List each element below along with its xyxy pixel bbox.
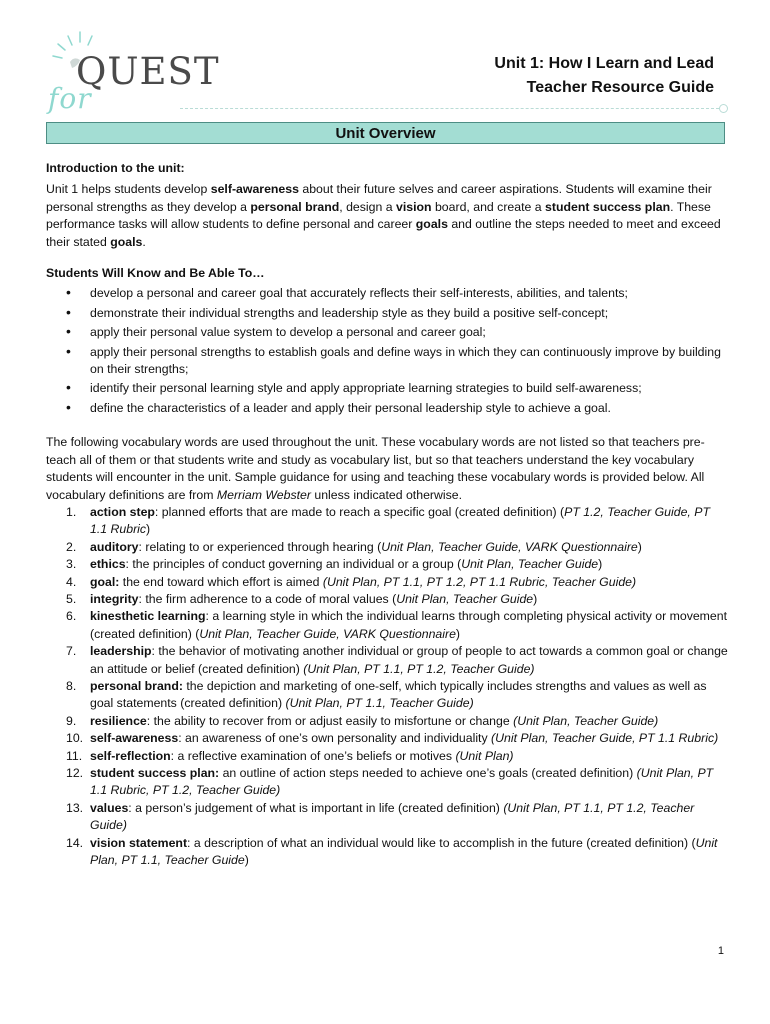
vocab-term: self-awareness <box>90 731 179 746</box>
vocab-term: values <box>90 800 129 815</box>
header-divider <box>180 108 724 109</box>
vocab-item <box>46 539 730 556</box>
vocab-intro-text: The following vocabulary words are used throughout the unit. These vocabulary words are not listed so that teachers pre-teach all of them or that students write and study as vocabulary list, but so that teachers understand the key vocabulary students will encounter in the unit. Sample guidance for using and teaching these vocabulary words is provided below. All vocabulary definitions are from <box>46 435 705 502</box>
vocab-source: (Unit Plan, PT 1.1, PT 1.2, Teacher Guide) <box>303 661 535 676</box>
intro-keyword: student success plan <box>545 199 671 214</box>
vocab-intro-text: unless indicated otherwise. <box>310 487 463 502</box>
vocab-item <box>46 504 730 539</box>
vocab-term: ethics <box>90 557 126 572</box>
document-title <box>494 52 714 100</box>
quest-logo <box>40 28 220 124</box>
vocab-number: 8. <box>66 678 77 693</box>
intro-heading: Introduction to the unit: <box>46 161 185 175</box>
intro-paragraph <box>46 181 730 251</box>
vocab-term: action step <box>90 504 155 519</box>
vocab-number: 13. <box>66 800 84 815</box>
vocab-item <box>46 748 730 765</box>
intro-keyword: goals <box>415 217 448 232</box>
vocab-number: 9. <box>66 713 77 728</box>
vocab-definition: an outline of action steps needed to achieve one’s goals (created definition) <box>219 766 637 780</box>
vocab-intro-paragraph <box>46 434 730 504</box>
document-body <box>46 160 730 869</box>
vocab-source: (Unit Plan, Teacher Guide, PT 1.1 Rubric) <box>491 731 719 746</box>
vocab-source: Unit Plan, PT 1.1, Teacher Guide <box>90 835 718 868</box>
vocab-source: Unit Plan, Teacher Guide, VARK Questionnaire <box>381 539 638 554</box>
vocab-item <box>46 835 730 870</box>
vocab-item <box>46 591 730 608</box>
intro-keyword: self-awareness <box>210 182 299 197</box>
vocab-source: (Unit Plan, PT 1.1, PT 1.2, Teacher Guide) <box>90 800 695 833</box>
vocab-closing: ) <box>455 626 461 641</box>
vocab-term: integrity <box>90 591 139 606</box>
intro-keyword: personal brand <box>250 199 340 214</box>
intro-text: and outline the steps needed to meet and exceed their stated <box>46 217 721 249</box>
vocab-intro-source: Merriam Webster <box>216 487 311 502</box>
vocab-term: self-reflection <box>90 748 171 763</box>
intro-text: . <box>142 234 146 249</box>
vocab-item <box>46 765 730 800</box>
section-title-bar: Unit Overview <box>46 122 725 144</box>
vocab-item <box>46 730 730 747</box>
divider-end-dot <box>719 104 728 113</box>
vocab-closing: ) <box>637 539 642 554</box>
vocab-closing: ) <box>244 853 249 868</box>
vocab-definition: : the firm adherence to a code of moral values ( <box>138 591 397 606</box>
list-item: • demonstrate their individual strengths and leadership style as they build a positive self-concept; <box>46 305 730 322</box>
list-item: • apply their personal strengths to establish goals and define ways in which they can continuously improve by building on their strengths; <box>46 344 730 379</box>
vocab-definition: : a person’s judgement of what is important in life (created definition) <box>128 800 504 815</box>
title-line-1: Unit 1: How I Learn and Lead <box>494 55 714 72</box>
vocab-term: personal brand: <box>90 678 183 693</box>
vocab-term: vision statement <box>90 835 188 850</box>
vocab-item <box>46 556 730 573</box>
logo-wordmark: QUEST <box>76 50 220 93</box>
objectives-list <box>46 285 730 417</box>
intro-text: , design a <box>339 199 396 214</box>
vocab-source: PT 1.2, Teacher Guide, PT 1.1 Rubric <box>90 504 710 537</box>
intro-keyword: vision <box>396 199 432 214</box>
vocab-item <box>46 574 730 591</box>
vocab-item <box>46 608 730 643</box>
vocab-definition: : planned efforts that are made to reach a specific goal (created definition) ( <box>154 504 565 519</box>
vocab-source: (Unit Plan, Teacher Guide) <box>513 713 659 728</box>
vocab-item <box>46 678 730 713</box>
vocab-definition: the end toward which effort is aimed <box>119 574 323 589</box>
intro-text: Unit 1 helps students develop <box>46 182 211 197</box>
vocab-item <box>46 800 730 835</box>
vocab-term: auditory <box>90 539 139 554</box>
title-line-2: Teacher Resource Guide <box>526 79 714 96</box>
vocab-number: 10. <box>66 731 84 746</box>
vocab-number: 11. <box>66 748 83 763</box>
vocab-source: Unit Plan, Teacher Guide <box>396 591 534 606</box>
vocab-closing: ) <box>146 522 151 537</box>
vocab-number: 3. <box>66 557 77 572</box>
vocab-term: leadership <box>90 644 152 659</box>
vocab-number: 6. <box>66 609 77 624</box>
vocab-definition: the depiction and marketing of one-self, which typically includes strengths and values as well as goal statements (created definition) <box>90 678 707 711</box>
vocab-definition: : a description of what an individual would like to accomplish in the future (created definition) ( <box>187 835 696 850</box>
vocab-item <box>46 643 730 678</box>
intro-text: board, and create a <box>431 199 546 214</box>
objectives-heading: Students Will Know and Be Able To… <box>46 266 265 281</box>
list-item: • identify their personal learning style and apply appropriate learning strategies to build self-awareness; <box>46 380 730 397</box>
vocab-closing: ) <box>598 557 603 572</box>
vocab-source: (Unit Plan, PT 1.1, PT 1.2, PT 1.1 Rubric, Teacher Guide) <box>322 574 637 589</box>
vocab-definition: : an awareness of one’s own personality and individuality <box>178 731 492 746</box>
vocab-closing: ) <box>533 591 538 606</box>
vocab-term: goal: <box>90 574 120 589</box>
list-item: • develop a personal and career goal that accurately reflects their self-interests, abilities, and talents; <box>46 285 730 302</box>
vocab-definition: : the ability to recover from or adjust easily to misfortune or change <box>146 713 514 728</box>
vocab-definition: : the behavior of motivating another individual or group of people to act towards a common goal or change an attitude or belief (created definition) <box>90 644 728 676</box>
intro-keyword: goals <box>110 234 143 249</box>
vocab-number: 4. <box>66 574 77 589</box>
vocab-term: student success plan: <box>90 766 220 780</box>
vocab-number: 12. <box>66 766 84 780</box>
vocab-item <box>46 713 730 730</box>
intro-text: . These performance tasks will allow students to define personal and career <box>46 199 711 232</box>
vocab-number: 1. <box>66 504 77 519</box>
vocab-number: 14. <box>66 835 84 850</box>
vocab-source: (Unit Plan, PT 1.1 Rubric, PT 1.2, Teacher Guide) <box>90 766 714 798</box>
vocab-term: kinesthetic learning <box>90 609 206 624</box>
vocab-source: (Unit Plan, PT 1.1, Teacher Guide) <box>285 696 474 711</box>
list-item: • apply their personal value system to develop a personal and career goal; <box>46 324 730 341</box>
intro-text: about their future selves and career aspirations. Students will examine their personal strengths as they develop a <box>46 182 712 214</box>
list-item: • define the characteristics of a leader and apply their personal leadership style to achieve a goal. <box>46 400 730 417</box>
vocab-term: resilience <box>90 713 147 728</box>
vocab-number: 5. <box>66 591 77 606</box>
vocab-definition: : the principles of conduct governing an individual or a group ( <box>125 557 462 572</box>
vocab-source: Unit Plan, Teacher Guide <box>461 557 599 572</box>
page-number: 1 <box>717 945 724 957</box>
vocab-number: 2. <box>66 539 77 554</box>
vocab-definition: : a reflective examination of one’s beliefs or motives <box>170 748 456 763</box>
vocab-source: Unit Plan, Teacher Guide, VARK Questionnaire <box>199 626 456 641</box>
logo-script: for <box>48 82 92 115</box>
vocab-definition: : a learning style in which the individual learns through completing physical activity or movement (created definition) ( <box>90 609 728 641</box>
vocab-source: (Unit Plan) <box>455 748 514 763</box>
vocab-definition: : relating to or experienced through hearing ( <box>138 539 382 554</box>
vocabulary-list <box>46 504 730 870</box>
vocab-number: 7. <box>66 644 77 659</box>
